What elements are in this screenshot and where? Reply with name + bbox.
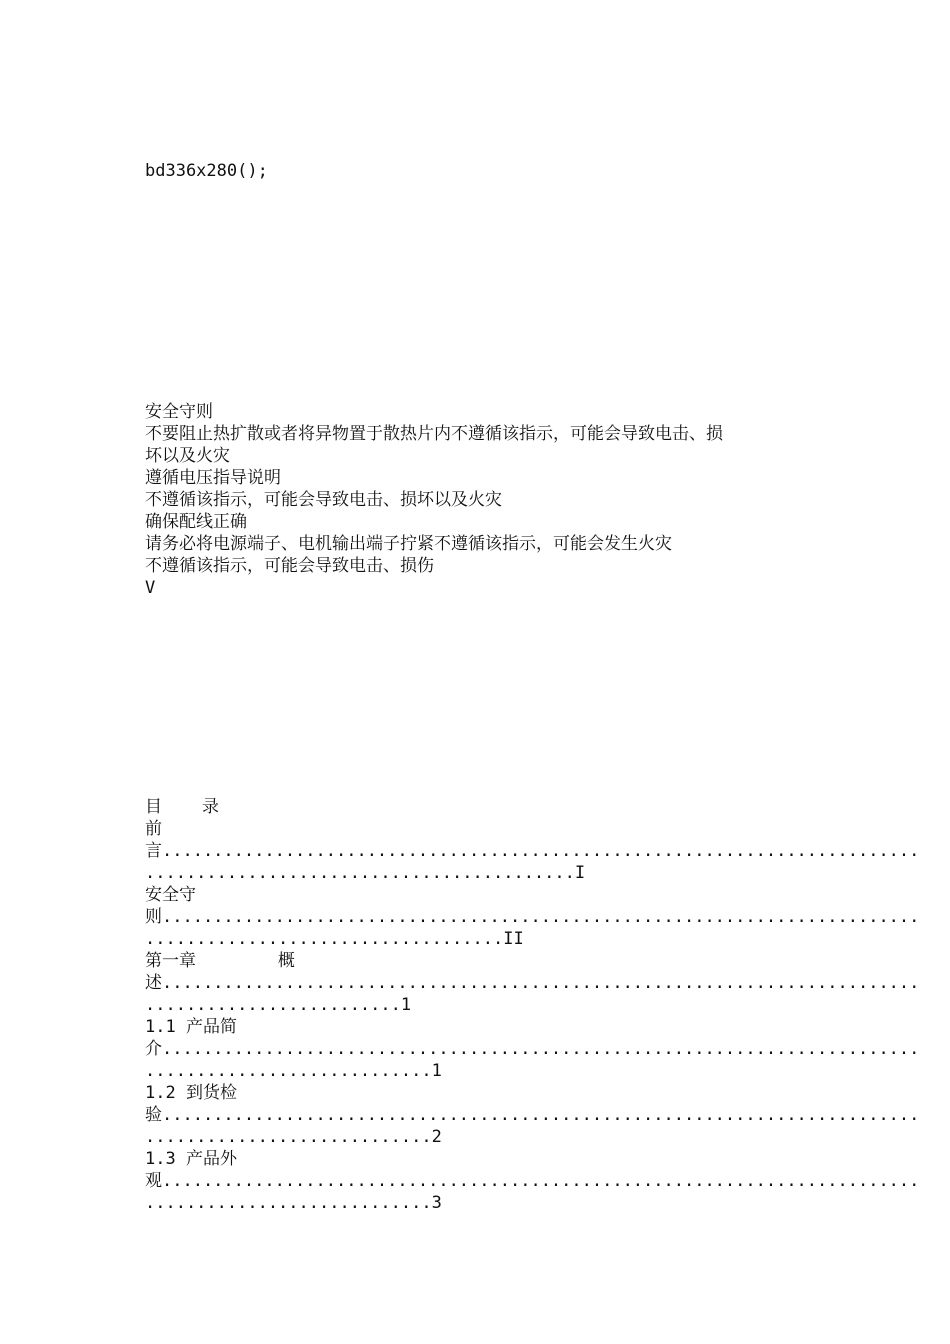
toc-dots: ............................ [145,1127,432,1147]
toc-entry-page-line [145,1060,442,1082]
toc-page-number: II [503,929,524,949]
safety-rule: 不遵循该指示，可能会导致电击、损伤 [145,556,434,576]
toc-entry-head: 安全守 [145,885,196,905]
safety-rule: 请务必将电源端子、电机输出端子拧紧不遵循该指示，可能会发生火灾 [145,534,672,554]
toc-dots: ................................... [145,929,504,949]
toc-entry-head: 1.1 产品简 [145,1017,237,1037]
toc-dots: ............................ [145,1061,432,1081]
toc-entry-line[interactable] [145,840,919,862]
toc-entry-head: 1.2 到货检 [145,1083,237,1103]
toc-page-number: 3 [431,1193,442,1213]
safety-rule: 不遵循该指示，可能会导致电击、损坏以及火灾 [145,490,502,510]
page-marker: V [145,578,156,598]
safety-rule: 坏以及火灾 [145,446,230,466]
toc-title-left: 目 [145,797,162,817]
safety-title: 安全守则 [145,402,213,422]
toc-dots: .......................................................................... [162,841,920,861]
toc-page-number: I [574,863,586,883]
toc-dots: ......................... [145,995,401,1015]
toc-entry-line[interactable] [145,972,919,994]
toc-entry-page-line [145,1192,442,1214]
toc-title-right: 录 [202,797,219,817]
toc-dots: .......................................................................... [162,1171,920,1191]
toc-page-number: 1 [431,1061,442,1081]
toc-page-number: 1 [400,995,412,1015]
toc-dots: .......................................................................... [162,973,920,993]
toc-page-number: 2 [431,1127,442,1147]
toc-entry-page-line [145,1126,442,1148]
toc-entry-tail: 观 [145,1171,162,1191]
toc-dots: .......................................................................... [162,1039,920,1059]
toc-entry-page-line [145,994,411,1016]
toc-entry-page-line [145,928,524,950]
toc-entry-head: 第一章 概 [145,951,295,971]
toc-entry-tail: 验 [145,1105,162,1125]
toc-entry-line[interactable] [145,1104,919,1126]
toc-entry-head: 前 [145,819,162,839]
toc-entry-line[interactable] [145,1170,919,1192]
toc-entry-tail: 述 [145,973,162,993]
toc-entry-tail: 言 [145,841,162,861]
toc-entry-head: 1.3 产品外 [145,1149,237,1169]
code-line: bd336x280(); [145,161,268,181]
toc-dots: .......................................... [145,863,575,883]
toc-entry-tail: 介 [145,1039,162,1059]
safety-rule: 确保配线正确 [145,512,247,532]
safety-rule: 不要阻止热扩散或者将异物置于散热片内不遵循该指示，可能会导致电击、损 [145,424,723,444]
toc-entry-line[interactable] [145,906,919,928]
toc-entry-tail: 则 [145,907,162,927]
toc-entry-page-line [145,862,585,884]
safety-rule: 遵循电压指导说明 [145,468,281,488]
toc-dots: ............................ [145,1193,432,1213]
toc-dots: .......................................................................... [162,1105,920,1125]
toc-title [145,796,219,818]
toc-entry-line[interactable] [145,1038,919,1060]
toc-dots: .......................................................................... [162,907,920,927]
